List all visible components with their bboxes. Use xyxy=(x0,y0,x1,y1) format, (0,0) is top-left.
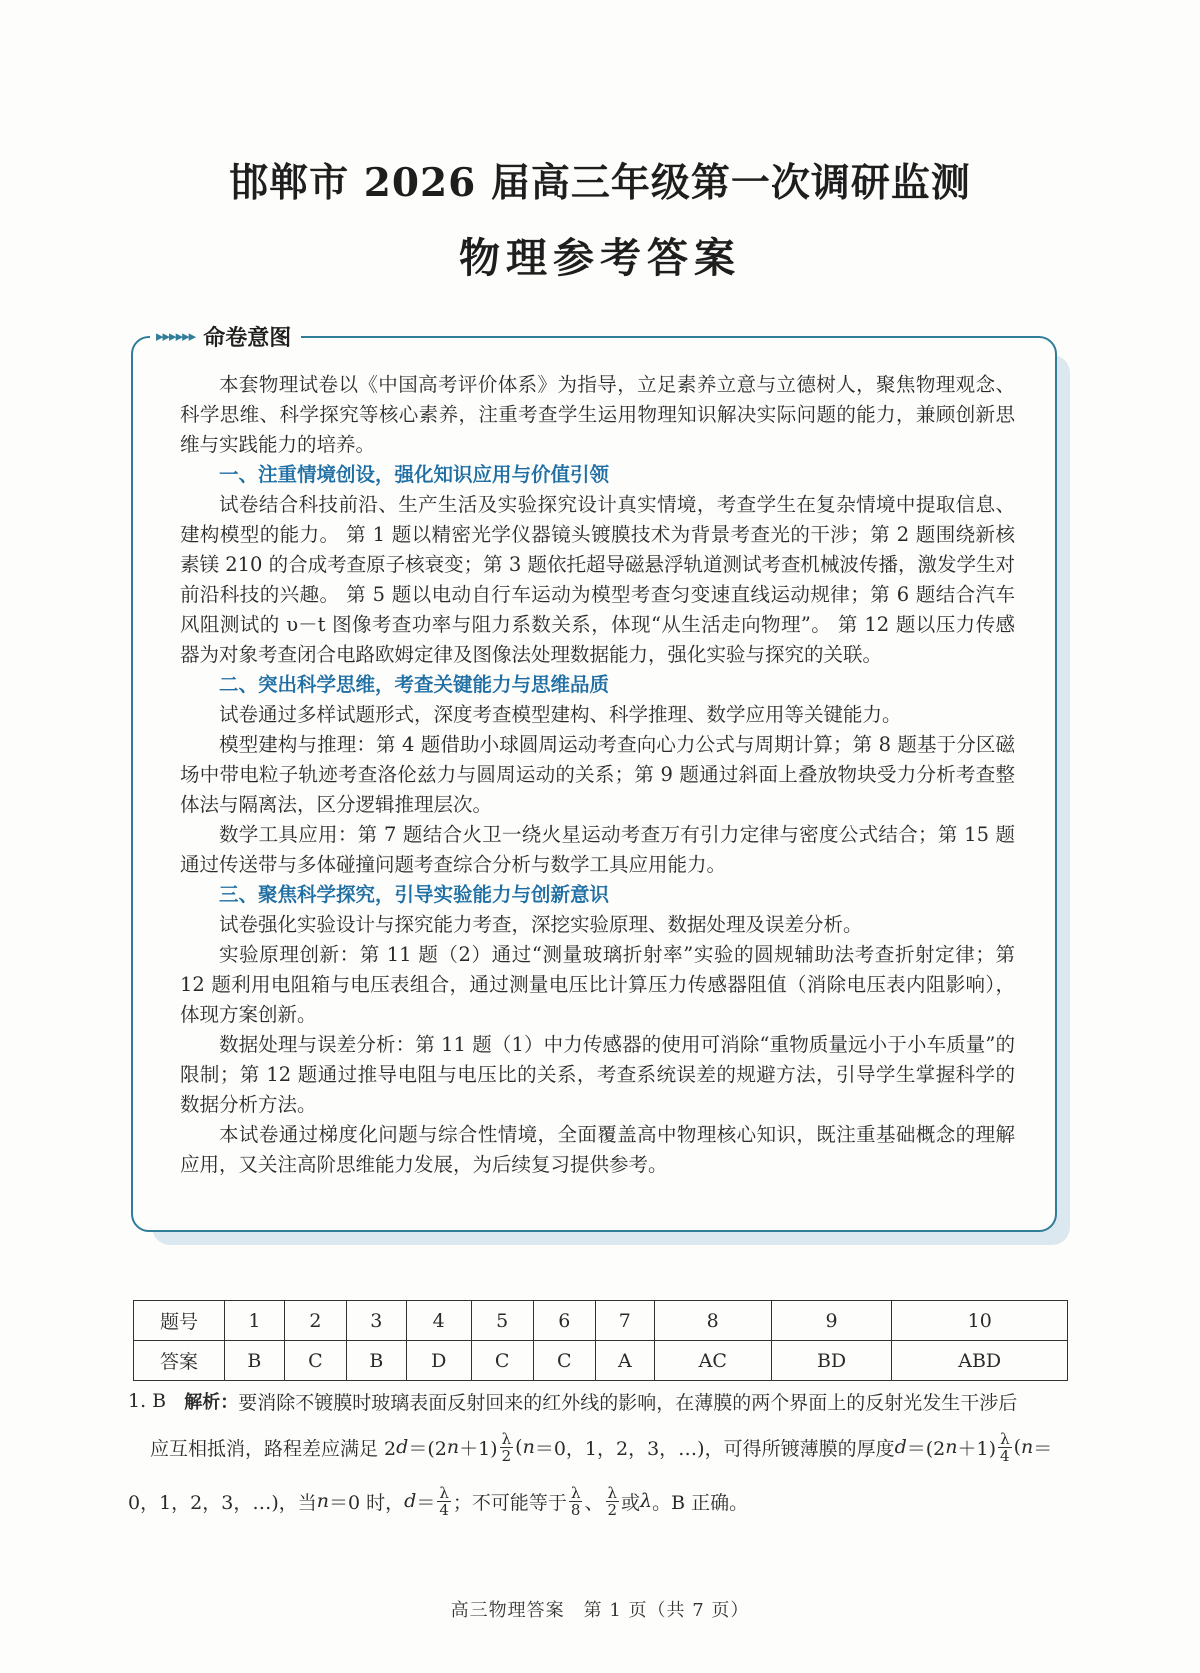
var-n: n xyxy=(1021,1436,1034,1458)
table-cell: C xyxy=(533,1341,595,1381)
fraction xyxy=(605,1485,619,1518)
fraction xyxy=(998,1431,1012,1464)
var-n: n xyxy=(446,1436,460,1458)
var-d: d xyxy=(396,1436,409,1458)
solution-text: ＋1) xyxy=(957,1437,997,1460)
table-cell: A xyxy=(595,1341,654,1381)
table-cell: 2 xyxy=(284,1301,346,1341)
page-footer: 高三物理答案 第 1 页（共 7 页） xyxy=(450,1600,750,1621)
section-heading: 三、聚焦科学探究，引导实验能力与创新意识 xyxy=(219,883,610,906)
intent-paragraph: 试卷强化实验设计与探究能力考查，深挖实验原理、数据处理及误差分析。 xyxy=(219,913,863,936)
table-cell: 7 xyxy=(595,1301,654,1341)
solution-text: ＋1) xyxy=(459,1437,498,1460)
intent-paragraph: 模型建构与推理：第 4 题借助小球圆周运动考查向心力公式与周期计算；第 8 题基于分区磁场中带电粒子轨迹考查洛伦兹力与圆周运动的关系；第 9 题通过斜面上叠放物块受力分析考查整体法与隔离法，区分逻辑推理层次。 xyxy=(180,733,1015,816)
table-cell: B xyxy=(225,1341,285,1381)
intent-paragraph: 实验原理创新：第 11 题（2）通过“测量玻璃折射率”实验的圆规辅助法考查折射定律；第 12 题利用电阻箱与电压表组合，通过测量电压比计算压力传感器阻值（消除电压表内阻影响），体现方案创新。 xyxy=(180,943,1015,1026)
question-number: 1. B xyxy=(128,1390,167,1412)
intent-content xyxy=(180,370,1015,1180)
solution-text: ＝0 时， xyxy=(329,1491,405,1514)
solution-text: 。B 正确。 xyxy=(652,1491,749,1514)
table-cell: 4 xyxy=(406,1301,471,1341)
solution-text: 或 xyxy=(621,1491,641,1514)
row-label-number: 题号 xyxy=(134,1301,225,1341)
table-cell: AC xyxy=(654,1341,771,1381)
arrows-icon: ▸▸▸▸▸▸ xyxy=(156,327,196,345)
solution-text: ＝ xyxy=(1033,1437,1053,1460)
solution-line xyxy=(128,1476,1073,1526)
fraction-numerator: λ xyxy=(570,1483,581,1502)
table-cell: C xyxy=(471,1341,533,1381)
fraction-numerator: λ xyxy=(607,1483,618,1502)
solution-text: ；不可能等于 xyxy=(452,1491,567,1514)
var-lambda: λ xyxy=(640,1490,653,1512)
intent-paragraph: 本试卷通过梯度化问题与综合性情境，全面覆盖高中物理核心知识，既注重基础概念的理解应用，又关注高阶思维能力发展，为后续复习提供参考。 xyxy=(180,1123,1015,1176)
var-n: n xyxy=(945,1436,958,1458)
table-cell: 1 xyxy=(225,1301,285,1341)
table-cell: 10 xyxy=(892,1301,1068,1341)
intent-paragraph: 本套物理试卷以《中国高考评价体系》为指导，立足素养立意与立德树人，聚焦物理观念、科学思维、科学探究等核心素养，注重考查学生运用物理知识解决实际问题的能力，兼顾创新思维与实践能力的培养。 xyxy=(180,373,1015,456)
intent-paragraph: 试卷结合科技前沿、生产生活及实验探究设计真实情境，考查学生在复杂情境中提取信息、建构模型的能力。 第 1 题以精密光学仪器镜头镀膜技术为背景考查光的干涉；第 2 题围绕新核素镁 210 的合成考查原子核衰变；第 3 题依托超导磁悬浮轨道测试考查机械波传播，激发学生对前沿科技的兴趣。 第 5 题以电动自行车运动为模型考查匀变速直线运动规律；第 6 题结合汽车风阻测试的 υ－t 图像考查功率与阻力系数关系，体现“从生活走向物理”。 第 12 题以压力传感器为对象考查闭合电路欧姆定律及图像法处理数据能力，强化实验与探究的关联。 xyxy=(180,493,1015,666)
table-row-answers xyxy=(134,1341,1068,1381)
intent-paragraph: 数据处理与误差分析：第 11 题（1）中力传感器的使用可消除“重物质量远小于小车质量”的限制；第 12 题通过推导电阻与电压比的关系，考查系统误差的规避方法，引导学生掌握科学的数据分析方法。 xyxy=(180,1033,1015,1116)
table-cell: 3 xyxy=(346,1301,406,1341)
table-cell: ABD xyxy=(892,1341,1068,1381)
fraction-denominator: 4 xyxy=(1000,1446,1010,1465)
solution-text: ＝ xyxy=(416,1491,436,1514)
solution-text: 要消除不镀膜时玻璃表面反射回来的红外线的影响，在薄膜的两个界面上的反射光发生干涉后 xyxy=(238,1391,1018,1414)
var-n: n xyxy=(316,1490,330,1512)
solution-line xyxy=(128,1418,1073,1476)
var-d: d xyxy=(404,1490,417,1512)
table-row-numbers xyxy=(134,1301,1068,1341)
intent-box-header xyxy=(150,318,301,354)
answer-table xyxy=(133,1300,1068,1381)
table-cell: 6 xyxy=(533,1301,595,1341)
solution-text: ( xyxy=(1013,1436,1022,1458)
solution-text: 、 xyxy=(584,1491,604,1514)
table-cell: 8 xyxy=(654,1301,771,1341)
fraction-denominator: 4 xyxy=(439,1500,449,1519)
solution-text: ＝(2 xyxy=(408,1437,447,1460)
table-cell: D xyxy=(406,1341,471,1381)
fraction-numerator: λ xyxy=(1000,1429,1010,1448)
document-title: 邯郸市 2026 届高三年级第一次调研监测 xyxy=(229,160,971,206)
solution-line xyxy=(128,1384,1073,1418)
table-cell: C xyxy=(284,1341,346,1381)
fraction xyxy=(500,1431,514,1464)
table-cell: 9 xyxy=(771,1301,892,1341)
intent-paragraph: 数学工具应用：第 7 题结合火卫一绕火星运动考查万有引力定律与密度公式结合；第 15 题通过传送带与多体碰撞问题考查综合分析与数学工具应用能力。 xyxy=(180,823,1015,876)
section-heading: 二、突出科学思维，考查关键能力与思维品质 xyxy=(219,673,610,696)
solution-text: ( xyxy=(515,1436,523,1458)
var-d: d xyxy=(894,1436,907,1458)
fraction-denominator: 2 xyxy=(501,1446,512,1465)
table-cell: B xyxy=(346,1341,406,1381)
section-heading: 一、注重情境创设，强化知识应用与价值引领 xyxy=(219,463,610,486)
fraction-denominator: 8 xyxy=(570,1500,581,1519)
analysis-tag: 解析： xyxy=(184,1392,239,1413)
fraction xyxy=(437,1485,451,1518)
table-cell: BD xyxy=(771,1341,892,1381)
table-cell: 5 xyxy=(471,1301,533,1341)
intent-paragraph: 试卷通过多样试题形式，深度考查模型建构、科学推理、数学应用等关键能力。 xyxy=(219,703,902,726)
row-label-answer: 答案 xyxy=(134,1341,225,1381)
fraction-numerator: λ xyxy=(439,1483,449,1502)
solution-text: 0，1，2，3，…)，当 xyxy=(128,1491,317,1514)
solution-text: ＝0，1，2，3，…)，可得所镀薄膜的厚度 xyxy=(534,1437,895,1460)
document-subtitle: 物理参考答案 xyxy=(459,234,741,282)
fraction-denominator: 2 xyxy=(607,1500,618,1519)
fraction-numerator: λ xyxy=(501,1429,512,1448)
var-n: n xyxy=(522,1436,535,1458)
intent-heading: 命卷意图 xyxy=(203,325,292,351)
solution-text: 应互相抵消，路程差应满足 2 xyxy=(150,1437,397,1460)
solution-text: ＝(2 xyxy=(906,1437,946,1460)
fraction xyxy=(569,1485,583,1518)
solution-block xyxy=(128,1384,1073,1526)
